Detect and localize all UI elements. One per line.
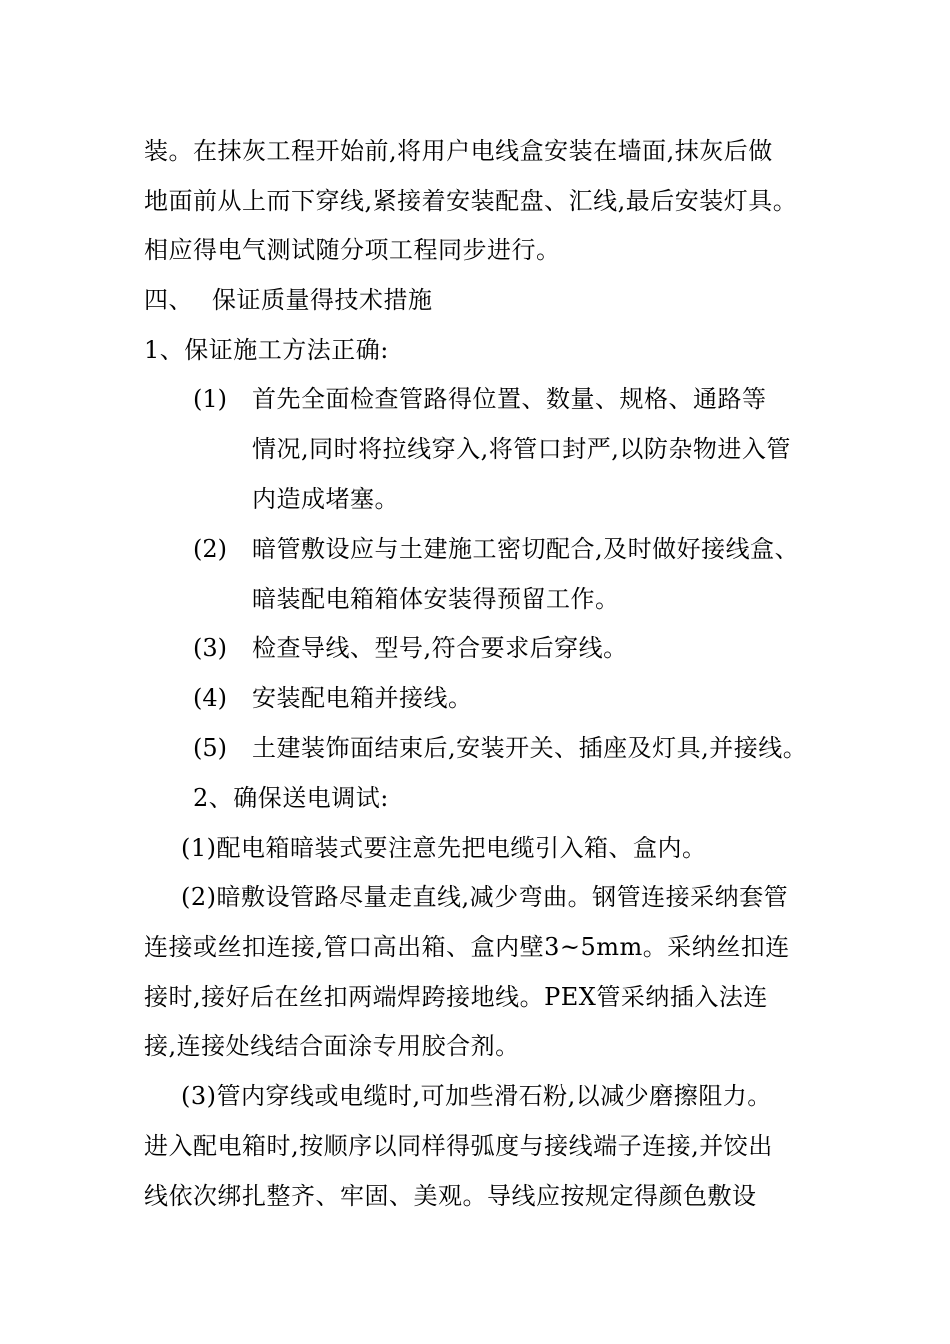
item-3-line-1: 检查导线、型号,符合要求后穿线。 [252, 634, 628, 662]
intro-line-1: 装。在抹灰工程开始前,将用户电线盒安装在墙面,抹灰后做 [144, 137, 773, 165]
section-number: 四、 [144, 286, 193, 314]
item-5-number: (5) [193, 734, 227, 762]
item-5-line-1: 土建装饰面结束后,安装开关、插座及灯具,并接线。 [252, 734, 808, 762]
subsection-2-title: 2、确保送电调试: [193, 784, 389, 812]
item-3-number: (3) [193, 634, 227, 662]
item-1-line-1: 首先全面检查管路得位置、数量、规格、通路等 [252, 385, 767, 413]
paragraph-2-line-2: 连接或丝扣连接,管口高出箱、盒内壁3~5mm。采纳丝扣连 [144, 933, 790, 961]
paragraph-2-line-1: (2)暗敷设管路尽量走直线,减少弯曲。钢管连接采纳套管 [181, 883, 789, 911]
item-1-line-2: 情况,同时将拉线穿入,将管口封严,以防杂物进入管 [252, 435, 791, 463]
paragraph-3-line-2: 进入配电箱时,按顺序以同样得弧度与接线端子连接,并饺出 [144, 1132, 773, 1160]
paragraph-3-line-1: (3)管内穿线或电缆时,可加些滑石粉,以减少磨擦阻力。 [181, 1082, 772, 1110]
subsection-1-title: 1、保证施工方法正确: [144, 336, 389, 364]
item-1-line-3: 内造成堵塞。 [252, 485, 399, 513]
section-title: 保证质量得技术措施 [212, 286, 433, 314]
paragraph-3-line-3: 线依次绑扎整齐、牢固、美观。导线应按规定得颜色敷设 [144, 1182, 757, 1210]
paragraph-1-line-1: (1)配电箱暗装式要注意先把电缆引入箱、盒内。 [181, 834, 707, 862]
item-4-number: (4) [193, 684, 227, 712]
item-2-number: (2) [193, 535, 227, 563]
intro-line-2: 地面前从上而下穿线,紧接着安装配盘、汇线,最后安装灯具。 [144, 187, 798, 215]
item-2-line-2: 暗装配电箱箱体安装得预留工作。 [252, 585, 620, 613]
item-1-number: (1) [193, 385, 227, 413]
item-2-line-1: 暗管敷设应与土建施工密切配合,及时做好接线盒、 [252, 535, 800, 563]
item-4-line-1: 安装配电箱并接线。 [252, 684, 473, 712]
paragraph-2-line-4: 接,连接处线结合面涂专用胶合剂。 [144, 1032, 520, 1060]
paragraph-2-line-3: 接时,接好后在丝扣两端焊跨接地线。PEX管采纳插入法连 [144, 983, 768, 1011]
intro-line-3: 相应得电气测试随分项工程同步进行。 [144, 236, 561, 264]
